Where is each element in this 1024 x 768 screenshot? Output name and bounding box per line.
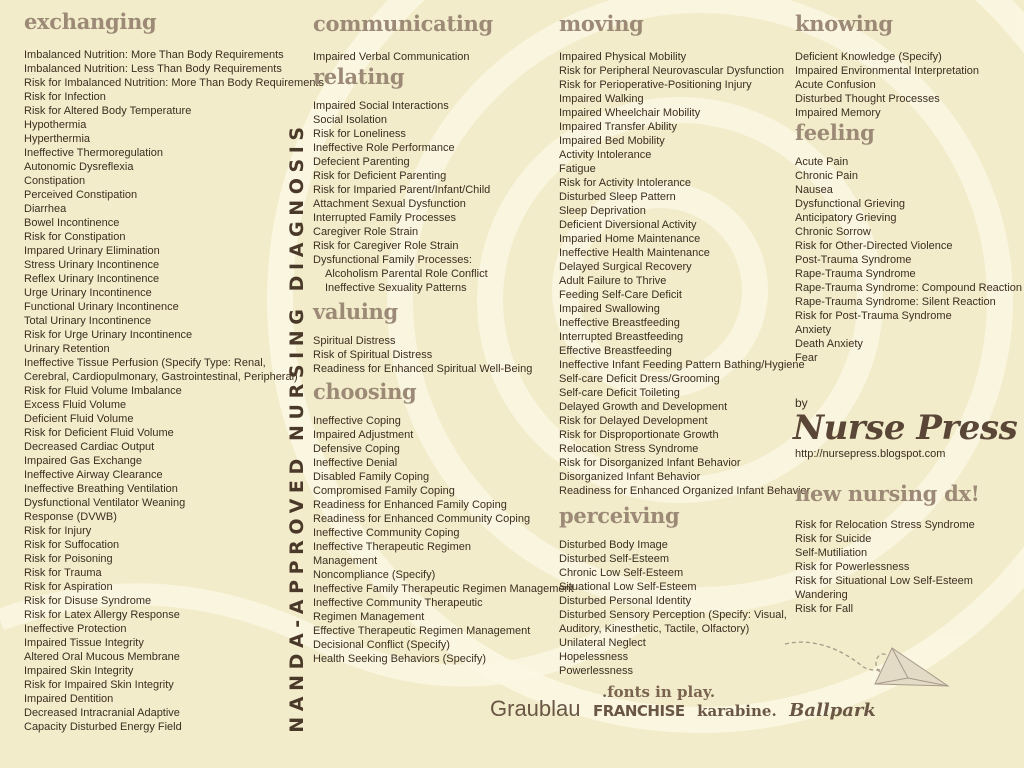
list-item: Disturbed Thought Processes (795, 93, 940, 105)
list-item: Attachment Sexual Dysfunction (313, 198, 466, 210)
list-item: Risk for Situational Low Self-Esteem (795, 575, 973, 587)
list-item: Regimen Management (313, 611, 425, 623)
list-item: Dysfunctional Family Processes: (313, 254, 472, 266)
list-item: Acute Confusion (795, 79, 876, 91)
list-item: Rape-Trauma Syndrome: Compound Reaction (795, 282, 1023, 294)
list-item: Fear (795, 352, 818, 364)
list-item: Impared Urinary Elimination (24, 245, 160, 257)
list-item: Relocation Stress Syndrome (559, 443, 699, 455)
list-item: Defecient Parenting (313, 156, 410, 168)
list-item: Impaired Memory (795, 107, 881, 119)
brand-url: http://nursepress.blogspot.com (795, 448, 946, 460)
list-choosing (313, 414, 574, 666)
list-item: Impaired Gas Exchange (24, 455, 143, 467)
list-item: Imbalanced Nutrition: More Than Body Requirements (24, 49, 284, 61)
list-item: Ineffective Health Maintenance (559, 247, 710, 259)
heading-knowing: knowing (795, 11, 893, 36)
list-item: Risk for Other-Directed Violence (795, 240, 953, 252)
list-item: Death Anxiety (795, 338, 863, 350)
column-3 (559, 12, 810, 678)
list-item: Risk for Injury (24, 525, 92, 537)
list-item: Risk for Impaired Skin Integrity (24, 679, 174, 691)
list-item: Risk for Post-Trauma Syndrome (795, 310, 952, 322)
list-item: Management (313, 555, 378, 567)
list-item: Risk for Peripheral Neurovascular Dysfunction (559, 65, 784, 77)
list-item: Delayed Growth and Development (559, 401, 728, 413)
list-moving (559, 50, 810, 498)
list-item: Dysfunctional Ventilator Weaning (24, 497, 186, 509)
list-item: Risk for Relocation Stress Syndrome (795, 519, 975, 531)
list-item: Defensive Coping (313, 443, 400, 455)
list-item: Risk for Fall (795, 603, 854, 615)
list-item: Dysfunctional Grieving (795, 198, 906, 210)
list-item: Ineffective Thermoregulation (24, 147, 164, 159)
list-item: Decreased Intracranial Adaptive (24, 707, 180, 719)
list-valuing (313, 334, 574, 376)
column-exchanging (24, 10, 324, 734)
font-name: Graublau (490, 696, 581, 721)
list-item: Decisional Conflict (Specify) (313, 639, 450, 651)
heading-feeling: feeling (795, 120, 875, 145)
list-item: Social Isolation (313, 114, 387, 126)
list-item: Ineffective Community Coping (313, 527, 460, 539)
list-item: Readiness for Enhanced Spiritual Well-Being (313, 363, 533, 375)
list-item: Feeding Self-Care Deficit (559, 289, 682, 301)
list-item: Impaired Physical Mobility (559, 51, 687, 63)
list-item: Ineffective Protection (24, 623, 127, 635)
list-knowing (795, 50, 1022, 120)
list-item: Risk for Perioperative-Positioning Injury (559, 79, 752, 91)
list-item: Self-care Deficit Toileting (559, 387, 680, 399)
list-item: Readiness for Enhanced Family Coping (313, 499, 507, 511)
list-item: Risk for Caregiver Role Strain (313, 240, 459, 252)
list-item: Impaired Swallowing (559, 303, 660, 315)
column-new-dx (795, 482, 980, 616)
list-item: Disabled Family Coping (313, 471, 430, 483)
list-new-dx (795, 518, 980, 616)
list-item: Impaired Dentition (24, 693, 114, 705)
list-item: Ineffective Role Performance (313, 142, 455, 154)
heading-exchanging: exchanging (24, 9, 157, 34)
font-name: karabine. (697, 702, 777, 720)
list-item: Noncompliance (Specify) (313, 569, 436, 581)
list-item: Risk for Altered Body Temperature (24, 105, 192, 117)
list-item: Risk for Poisoning (24, 553, 113, 565)
list-item: Effective Therapeutic Regimen Management (313, 625, 531, 637)
heading-communicating: communicating (313, 11, 493, 36)
list-item: Risk for Infection (24, 91, 106, 103)
list-item: Ineffective Tissue Perfusion (Specify Type: Renal, (24, 357, 266, 369)
list-item: Readiness for Enhanced Organized Infant Behavior (559, 485, 811, 497)
list-item: Ineffective Therapeutic Regimen (313, 541, 471, 553)
paper-plane-icon (780, 636, 955, 696)
list-item: Reflex Urinary Incontinence (24, 273, 160, 285)
list-item: Capacity Disturbed Energy Field (24, 721, 182, 733)
list-item: Total Urinary Incontinence (24, 315, 152, 327)
list-item: Chronic Low Self-Esteem (559, 567, 684, 579)
list-item: Situational Low Self-Esteem (559, 581, 697, 593)
list-item: Interrupted Family Processes (313, 212, 457, 224)
list-item: Diarrhea (24, 203, 67, 215)
list-item: Chronic Sorrow (795, 226, 871, 238)
list-item: Risk for Disproportionate Growth (559, 429, 719, 441)
list-item: Anxiety (795, 324, 832, 336)
font-list (490, 696, 884, 722)
list-item: Risk for Deficient Parenting (313, 170, 447, 182)
list-item: Impaired Adjustment (313, 429, 414, 441)
list-item: Risk for Urge Urinary Incontinence (24, 329, 193, 341)
list-item: Risk for Constipation (24, 231, 126, 243)
list-item: Deficient Knowledge (Specify) (795, 51, 942, 63)
list-item: Risk for Latex Allergy Response (24, 609, 180, 621)
list-item: Impaired Verbal Communication (313, 51, 470, 63)
list-communicating (313, 50, 574, 64)
list-item: Risk for Suicide (795, 533, 872, 545)
list-item: Disturbed Personal Identity (559, 595, 692, 607)
list-item: Readiness for Enhanced Community Coping (313, 513, 531, 525)
list-item: Ineffective Breathing Ventilation (24, 483, 178, 495)
list-item: Disturbed Body Image (559, 539, 668, 551)
list-item: Health Seeking Behaviors (Specify) (313, 653, 487, 665)
list-item: Altered Oral Mucous Membrane (24, 651, 180, 663)
list-item: Nausea (795, 184, 833, 196)
list-item: Imbalanced Nutrition: Less Than Body Requirements (24, 63, 282, 75)
list-item: Cerebral, Cardiopulmonary, Gastrointestinal, Peripheral) (24, 371, 298, 383)
list-item: Rape-Trauma Syndrome: Silent Reaction (795, 296, 996, 308)
list-item: Ineffective Community Therapeutic (313, 597, 483, 609)
list-item: Ineffective Coping (313, 415, 401, 427)
list-relating (313, 99, 574, 295)
list-item: Chronic Pain (795, 170, 858, 182)
vertical-title: NANDA-APPROVED NURSING DIAGNOSIS (286, 121, 308, 733)
list-feeling (795, 155, 1022, 365)
list-item: Functional Urinary Incontinence (24, 301, 179, 313)
list-item: Hopelessness (559, 651, 629, 663)
list-item: Risk for Suffocation (24, 539, 120, 551)
list-exchanging (24, 48, 324, 734)
list-item: Imparied Home Maintenance (559, 233, 701, 245)
list-item: Ineffective Airway Clearance (24, 469, 163, 481)
list-item: Risk for Aspiration (24, 581, 113, 593)
list-item: Response (DVWB) (24, 511, 117, 523)
list-item: Fatigue (559, 163, 596, 175)
list-item: Decreased Cardiac Output (24, 441, 155, 453)
list-item: Risk for Disorganized Infant Behavior (559, 457, 741, 469)
list-item: Post-Trauma Syndrome (795, 254, 912, 266)
list-item: Ineffective Family Therapeutic Regimen Management (313, 583, 574, 595)
list-item: Risk for Imparied Parent/Infant/Child (313, 184, 491, 196)
list-item: Unilateral Neglect (559, 637, 646, 649)
list-item: Caregiver Role Strain (313, 226, 419, 238)
list-item: Risk for Powerlessness (795, 561, 910, 573)
list-item: Risk for Loneliness (313, 128, 406, 140)
brand-logo: Nurse Press (793, 408, 1018, 448)
list-item: Constipation (24, 175, 86, 187)
list-item: Disturbed Sleep Pattern (559, 191, 676, 203)
list-item: Risk for Fluid Volume Imbalance (24, 385, 182, 397)
list-item: Self-care Deficit Dress/Grooming (559, 373, 720, 385)
list-item: Impaired Tissue Integrity (24, 637, 144, 649)
column-2 (313, 12, 574, 666)
font-name: FRANCHISE (592, 702, 685, 720)
list-item: Deficient Diversional Activity (559, 219, 697, 231)
list-item: Excess Fluid Volume (24, 399, 127, 411)
list-item: Impaired Environmental Interpretation (795, 65, 980, 77)
list-item: Disturbed Self-Esteem (559, 553, 670, 565)
list-item: Wandering (795, 589, 848, 601)
list-item: Ineffective Infant Feeding Pattern Bathing/Hygiene (559, 359, 805, 371)
list-item: Impaired Wheelchair Mobility (559, 107, 701, 119)
list-item: Impaired Bed Mobility (559, 135, 665, 147)
fonts-in-play-title: .fonts in play. (602, 683, 716, 701)
credit-by: by (795, 396, 808, 410)
list-subitem: Ineffective Sexuality Patterns (325, 282, 467, 294)
list-item: Ineffective Breastfeeding (559, 317, 680, 329)
list-item: Stress Urinary Incontinence (24, 259, 160, 271)
list-item: Interrupted Breastfeeding (559, 331, 684, 343)
list-item: Autonomic Dysreflexia (24, 161, 134, 173)
list-item: Risk for Delayed Development (559, 415, 708, 427)
list-item: Delayed Surgical Recovery (559, 261, 692, 273)
heading-perceiving: perceiving (559, 503, 680, 528)
list-subitem: Alcoholism Parental Role Conflict (325, 268, 488, 280)
list-item: Impaired Social Interactions (313, 100, 449, 112)
list-item: Ineffective Denial (313, 457, 398, 469)
list-item: Risk for Imbalanced Nutrition: More Than Body Requirements (24, 77, 324, 89)
list-item: Deficient Fluid Volume (24, 413, 134, 425)
list-item: Hypothermia (24, 119, 87, 131)
list-item: Perceived Constipation (24, 189, 138, 201)
list-item: Risk for Deficient Fluid Volume (24, 427, 174, 439)
heading-relating: relating (313, 64, 405, 89)
list-item: Risk for Disuse Syndrome (24, 595, 152, 607)
list-item: Auditory, Kinesthetic, Tactile, Olfactory) (559, 623, 750, 635)
list-item: Risk of Spiritual Distress (313, 349, 433, 361)
list-perceiving (559, 538, 810, 678)
heading-valuing: valuing (313, 299, 398, 324)
heading-new-dx: new nursing dx! (795, 481, 980, 506)
list-item: Disorganized Infant Behavior (559, 471, 701, 483)
list-item: Spiritual Distress (313, 335, 396, 347)
heading-moving: moving (559, 11, 644, 36)
list-item: Hyperthermia (24, 133, 91, 145)
font-name: Ballpark (789, 700, 876, 721)
list-item: Powerlessness (559, 665, 633, 677)
list-item: Impaired Walking (559, 93, 644, 105)
list-item: Adult Failure to Thrive (559, 275, 667, 287)
list-item: Urinary Retention (24, 343, 110, 355)
list-item: Effective Breastfeeding (559, 345, 672, 357)
list-item: Rape-Trauma Syndrome (795, 268, 916, 280)
column-4 (795, 12, 1022, 365)
list-item: Impaired Skin Integrity (24, 665, 134, 677)
list-item: Sleep Deprivation (559, 205, 646, 217)
list-item: Risk for Trauma (24, 567, 102, 579)
list-item: Urge Urinary Incontinence (24, 287, 152, 299)
list-item: Compromised Family Coping (313, 485, 455, 497)
list-item: Risk for Activity Intolerance (559, 177, 692, 189)
list-item: Bowel Incontinence (24, 217, 120, 229)
heading-choosing: choosing (313, 379, 417, 404)
list-item: Impaired Transfer Ability (559, 121, 677, 133)
list-item: Acute Pain (795, 156, 849, 168)
list-item: Activity Intolerance (559, 149, 652, 161)
list-item: Anticipatory Grieving (795, 212, 897, 224)
list-item: Self-Mutiliation (795, 547, 868, 559)
list-item: Disturbed Sensory Perception (Specify: Visual, (559, 609, 787, 621)
